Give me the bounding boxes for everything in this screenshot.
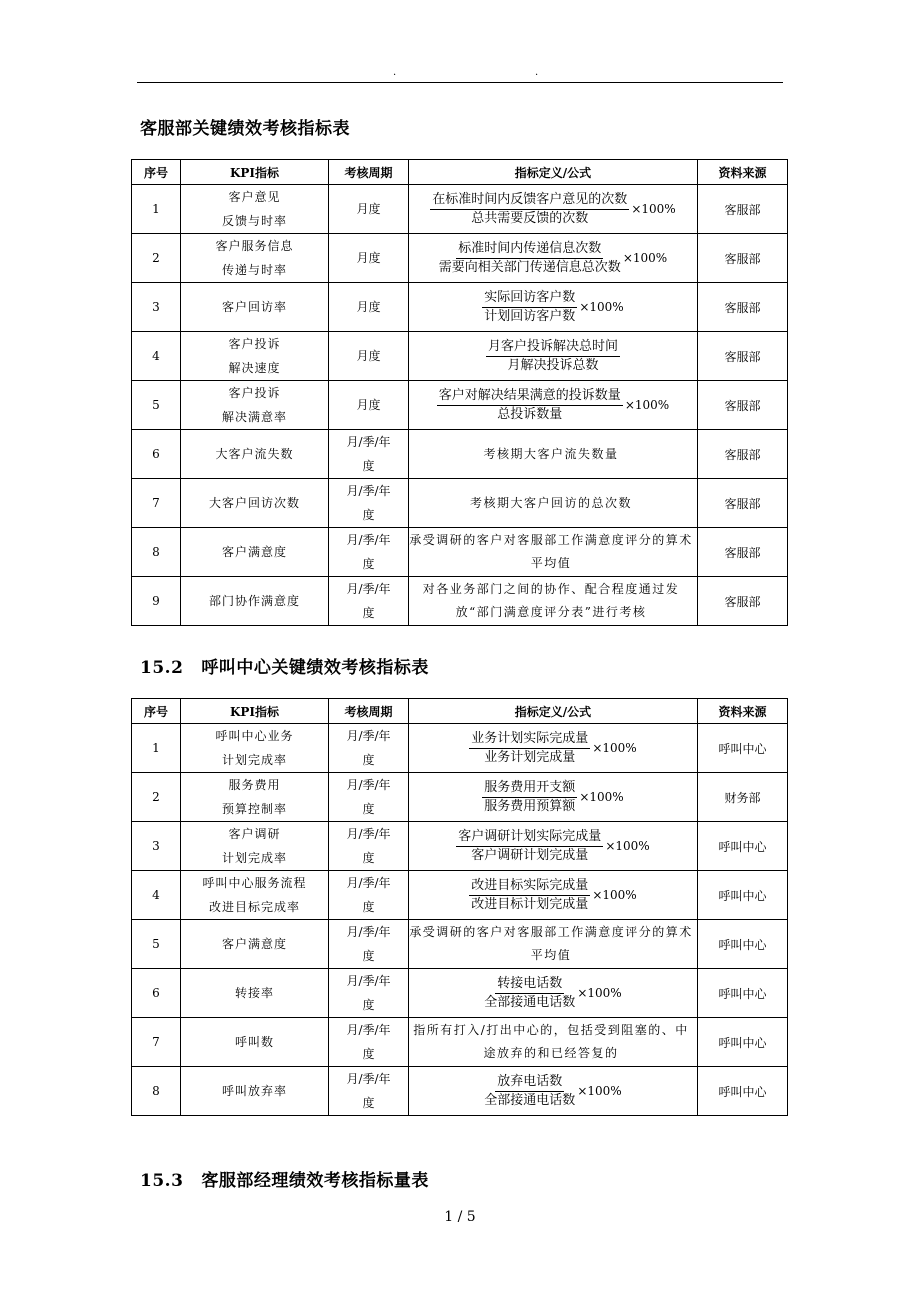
period-line: 月/季/年 bbox=[346, 925, 391, 939]
cell-kpi bbox=[181, 822, 329, 871]
period-line: 月/季/年 bbox=[346, 582, 391, 596]
cell-no: 1 bbox=[132, 724, 181, 773]
kpi-line: 客户调研 bbox=[228, 827, 281, 841]
formula bbox=[439, 241, 667, 276]
cell-no: 8 bbox=[132, 1067, 181, 1116]
cell-kpi bbox=[181, 234, 329, 283]
period-line: 度 bbox=[362, 851, 375, 865]
cell-definition bbox=[409, 1018, 698, 1067]
table-row bbox=[132, 773, 788, 822]
cell-period bbox=[329, 332, 409, 381]
cell-kpi bbox=[181, 332, 329, 381]
cell-definition bbox=[409, 528, 698, 577]
table-row bbox=[132, 381, 788, 430]
kpi-line: 客户满意度 bbox=[221, 545, 287, 559]
cell-period bbox=[329, 528, 409, 577]
period-line: 月度 bbox=[356, 251, 381, 265]
formula-multiplier: ×100% bbox=[579, 790, 624, 804]
fraction bbox=[482, 780, 577, 815]
cell-definition bbox=[409, 920, 698, 969]
fraction bbox=[430, 192, 629, 227]
kpi-line: 大客户回访次数 bbox=[208, 496, 300, 510]
cell-period bbox=[329, 185, 409, 234]
cell-period bbox=[329, 381, 409, 430]
col-header-source: 资料来源 bbox=[698, 699, 788, 724]
table-row bbox=[132, 528, 788, 577]
header-dot: . bbox=[535, 67, 539, 78]
formula-denominator: 需要向相关部门传递信息总次数 bbox=[438, 259, 621, 275]
kpi-line: 客户回访率 bbox=[221, 300, 287, 314]
table-row bbox=[132, 822, 788, 871]
formula-denominator: 客户调研计划完成量 bbox=[471, 847, 589, 863]
col-header-source: 资料来源 bbox=[698, 160, 788, 185]
kpi-line: 传递与时率 bbox=[221, 263, 287, 277]
fraction bbox=[437, 388, 623, 423]
table-row bbox=[132, 234, 788, 283]
period-line: 月/季/年 bbox=[346, 729, 391, 743]
fraction bbox=[456, 829, 603, 864]
cell-period bbox=[329, 283, 409, 332]
table-row bbox=[132, 479, 788, 528]
formula-numerator: 标准时间内传递信息次数 bbox=[456, 241, 603, 259]
formula-multiplier: ×100% bbox=[592, 888, 637, 902]
formula-denominator: 全部接通电话数 bbox=[484, 1092, 576, 1108]
period-line: 度 bbox=[362, 1096, 375, 1110]
section-number: 15.2 bbox=[140, 658, 184, 678]
cell-definition bbox=[409, 234, 698, 283]
formula-numerator: 放弃电话数 bbox=[495, 1074, 564, 1092]
col-header-definition: 指标定义/公式 bbox=[409, 160, 698, 185]
cell-source: 客服部 bbox=[698, 185, 788, 234]
col-header-no: 序号 bbox=[132, 699, 181, 724]
cell-source: 呼叫中心 bbox=[698, 871, 788, 920]
header-rule bbox=[137, 82, 783, 83]
definition-text: 对各业务部门之间的协作、配合程度通过发放“部门满意度评分表”进行考核 bbox=[422, 582, 680, 619]
formula-numerator: 实际回访客户数 bbox=[482, 290, 577, 308]
formula-denominator: 总投诉数量 bbox=[497, 406, 563, 422]
formula-denominator: 计划回访客户数 bbox=[484, 308, 576, 324]
cell-no: 7 bbox=[132, 479, 181, 528]
formula-multiplier: ×100% bbox=[622, 251, 668, 265]
kpi-line: 部门协作满意度 bbox=[208, 594, 300, 608]
cell-period bbox=[329, 920, 409, 969]
cell-no: 8 bbox=[132, 528, 181, 577]
kpi-line: 大客户流失数 bbox=[215, 447, 294, 461]
cell-definition bbox=[409, 969, 698, 1018]
definition-text: 指所有打入/打出中心的，包括受到阻塞的、中途放弃的和已经答复的 bbox=[413, 1023, 689, 1060]
cell-kpi bbox=[181, 920, 329, 969]
cell-period bbox=[329, 871, 409, 920]
cell-no: 1 bbox=[132, 185, 181, 234]
period-line: 月/季/年 bbox=[346, 484, 391, 498]
period-line: 度 bbox=[362, 949, 375, 963]
cell-no: 2 bbox=[132, 773, 181, 822]
cell-no: 6 bbox=[132, 969, 181, 1018]
formula-denominator: 全部接通电话数 bbox=[484, 994, 576, 1010]
formula bbox=[486, 339, 620, 374]
formula-denominator: 服务费用预算额 bbox=[484, 798, 576, 814]
formula bbox=[437, 388, 669, 423]
kpi-line: 客户服务信息 bbox=[215, 239, 294, 253]
cell-period bbox=[329, 822, 409, 871]
definition-text: 承受调研的客户对客服部工作满意度评分的算术平均值 bbox=[409, 533, 693, 570]
definition-text: 承受调研的客户对客服部工作满意度评分的算术平均值 bbox=[409, 925, 693, 962]
period-line: 度 bbox=[362, 753, 375, 767]
cell-source: 呼叫中心 bbox=[698, 1018, 788, 1067]
cell-source: 呼叫中心 bbox=[698, 1067, 788, 1116]
cell-source: 客服部 bbox=[698, 234, 788, 283]
period-line: 月/季/年 bbox=[346, 876, 391, 890]
cell-period bbox=[329, 1067, 409, 1116]
fraction bbox=[482, 290, 577, 325]
table-header-row bbox=[132, 699, 788, 724]
definition-text: 考核期大客户回访的总次数 bbox=[469, 495, 632, 510]
col-header-period: 考核周期 bbox=[329, 160, 409, 185]
cell-no: 5 bbox=[132, 920, 181, 969]
formula bbox=[469, 878, 636, 913]
period-line: 度 bbox=[362, 802, 375, 816]
cell-source: 呼叫中心 bbox=[698, 724, 788, 773]
cell-period bbox=[329, 577, 409, 626]
period-line: 度 bbox=[362, 459, 375, 473]
cell-no: 9 bbox=[132, 577, 181, 626]
formula bbox=[469, 731, 636, 766]
table-row bbox=[132, 332, 788, 381]
period-line: 月/季/年 bbox=[346, 1072, 391, 1086]
period-line: 月/季/年 bbox=[346, 1023, 391, 1037]
cell-definition bbox=[409, 724, 698, 773]
period-line: 度 bbox=[362, 557, 375, 571]
formula-multiplier: ×100% bbox=[577, 1084, 622, 1098]
kpi-line: 客户投诉 bbox=[228, 386, 281, 400]
cell-definition bbox=[409, 185, 698, 234]
definition-text: 考核期大客户流失数量 bbox=[483, 446, 619, 461]
cell-definition bbox=[409, 822, 698, 871]
kpi-table-customer-service bbox=[131, 159, 788, 626]
cell-kpi bbox=[181, 430, 329, 479]
kpi-line: 解决满意率 bbox=[221, 410, 287, 424]
cell-no: 3 bbox=[132, 283, 181, 332]
cell-source: 客服部 bbox=[698, 430, 788, 479]
section-title-customer-service bbox=[140, 114, 350, 139]
kpi-line: 服务费用 bbox=[228, 778, 281, 792]
section-title: 客服部经理绩效考核指标量表 bbox=[201, 1171, 429, 1191]
cell-source: 呼叫中心 bbox=[698, 969, 788, 1018]
cell-kpi bbox=[181, 283, 329, 332]
period-line: 度 bbox=[362, 1047, 375, 1061]
cell-source: 客服部 bbox=[698, 577, 788, 626]
section-title: 客服部关键绩效考核指标表 bbox=[140, 119, 350, 139]
period-line: 度 bbox=[362, 508, 375, 522]
kpi-line: 计划完成率 bbox=[221, 851, 287, 865]
formula-numerator: 月客户投诉解决总时间 bbox=[486, 339, 620, 357]
period-line: 度 bbox=[362, 998, 375, 1012]
cell-definition bbox=[409, 332, 698, 381]
formula-denominator: 月解决投诉总数 bbox=[507, 357, 599, 373]
cell-definition bbox=[409, 577, 698, 626]
formula-multiplier: ×100% bbox=[605, 839, 650, 853]
cell-definition bbox=[409, 381, 698, 430]
cell-no: 4 bbox=[132, 332, 181, 381]
table-header-row bbox=[132, 160, 788, 185]
period-line: 度 bbox=[362, 900, 375, 914]
formula-numerator: 服务费用开支额 bbox=[482, 780, 577, 798]
period-line: 月/季/年 bbox=[346, 827, 391, 841]
formula-numerator: 客户调研计划实际完成量 bbox=[456, 829, 603, 847]
cell-period bbox=[329, 773, 409, 822]
page-number: 1 / 5 bbox=[444, 1209, 476, 1225]
formula bbox=[430, 192, 675, 227]
cell-no: 4 bbox=[132, 871, 181, 920]
period-line: 月/季/年 bbox=[346, 435, 391, 449]
cell-kpi bbox=[181, 479, 329, 528]
cell-definition bbox=[409, 773, 698, 822]
kpi-line: 计划完成率 bbox=[221, 753, 287, 767]
fraction bbox=[469, 731, 590, 766]
col-header-period: 考核周期 bbox=[329, 699, 409, 724]
section-title-manager bbox=[140, 1166, 429, 1191]
period-line: 月度 bbox=[356, 300, 381, 314]
formula-numerator: 客户对解决结果满意的投诉数量 bbox=[437, 388, 623, 406]
cell-definition bbox=[409, 430, 698, 479]
formula-numerator: 在标准时间内反馈客户意见的次数 bbox=[430, 192, 629, 210]
cell-period bbox=[329, 969, 409, 1018]
formula bbox=[484, 976, 621, 1011]
fraction bbox=[486, 339, 620, 374]
col-header-no: 序号 bbox=[132, 160, 181, 185]
period-line: 月度 bbox=[356, 398, 381, 412]
formula-denominator: 总共需要反馈的次数 bbox=[471, 210, 589, 226]
kpi-line: 呼叫放弃率 bbox=[221, 1084, 287, 1098]
formula bbox=[456, 829, 649, 864]
kpi-line: 呼叫中心服务流程 bbox=[202, 876, 307, 890]
kpi-table-call-center bbox=[131, 698, 788, 1116]
cell-definition bbox=[409, 1067, 698, 1116]
cell-period bbox=[329, 479, 409, 528]
cell-period bbox=[329, 430, 409, 479]
kpi-line: 客户满意度 bbox=[221, 937, 287, 951]
kpi-line: 客户投诉 bbox=[228, 337, 281, 351]
cell-definition bbox=[409, 283, 698, 332]
period-line: 月/季/年 bbox=[346, 533, 391, 547]
section-title-call-center bbox=[140, 653, 429, 678]
cell-source: 财务部 bbox=[698, 773, 788, 822]
kpi-line: 改进目标完成率 bbox=[208, 900, 300, 914]
table-row bbox=[132, 430, 788, 479]
col-header-kpi: KPI指标 bbox=[181, 160, 329, 185]
col-header-definition: 指标定义/公式 bbox=[409, 699, 698, 724]
cell-kpi bbox=[181, 724, 329, 773]
cell-source: 客服部 bbox=[698, 381, 788, 430]
table-row bbox=[132, 969, 788, 1018]
kpi-line: 客户意见 bbox=[228, 190, 281, 204]
formula-denominator: 业务计划完成量 bbox=[484, 749, 576, 765]
formula bbox=[482, 780, 623, 815]
table-row bbox=[132, 871, 788, 920]
fraction bbox=[469, 878, 590, 913]
section-number: 15.3 bbox=[140, 1171, 184, 1191]
cell-kpi bbox=[181, 773, 329, 822]
period-line: 月/季/年 bbox=[346, 974, 391, 988]
table-row bbox=[132, 577, 788, 626]
cell-definition bbox=[409, 479, 698, 528]
cell-source: 客服部 bbox=[698, 528, 788, 577]
cell-period bbox=[329, 234, 409, 283]
cell-source: 客服部 bbox=[698, 479, 788, 528]
header-dot: . bbox=[393, 67, 397, 78]
cell-kpi bbox=[181, 185, 329, 234]
cell-kpi bbox=[181, 381, 329, 430]
formula-denominator: 改进目标计划完成量 bbox=[471, 896, 589, 912]
cell-period bbox=[329, 724, 409, 773]
cell-source: 呼叫中心 bbox=[698, 822, 788, 871]
table-row bbox=[132, 1018, 788, 1067]
formula-multiplier: ×100% bbox=[624, 398, 670, 412]
formula-multiplier: ×100% bbox=[631, 202, 676, 216]
formula bbox=[484, 1074, 621, 1109]
cell-period bbox=[329, 1018, 409, 1067]
cell-source: 客服部 bbox=[698, 332, 788, 381]
period-line: 月度 bbox=[356, 349, 381, 363]
kpi-line: 呼叫中心业务 bbox=[215, 729, 294, 743]
formula bbox=[482, 290, 623, 325]
cell-no: 6 bbox=[132, 430, 181, 479]
cell-kpi bbox=[181, 969, 329, 1018]
table-row bbox=[132, 724, 788, 773]
cell-no: 2 bbox=[132, 234, 181, 283]
fraction bbox=[439, 241, 621, 276]
cell-no: 5 bbox=[132, 381, 181, 430]
formula-numerator: 转接电话数 bbox=[495, 976, 564, 994]
cell-kpi bbox=[181, 871, 329, 920]
period-line: 度 bbox=[362, 606, 375, 620]
col-header-kpi: KPI指标 bbox=[181, 699, 329, 724]
formula-multiplier: ×100% bbox=[577, 986, 622, 1000]
cell-no: 7 bbox=[132, 1018, 181, 1067]
kpi-line: 预算控制率 bbox=[221, 802, 287, 816]
formula-multiplier: ×100% bbox=[592, 741, 637, 755]
table-row bbox=[132, 1067, 788, 1116]
cell-kpi bbox=[181, 577, 329, 626]
period-line: 月/季/年 bbox=[346, 778, 391, 792]
table-row bbox=[132, 283, 788, 332]
period-line: 月度 bbox=[356, 202, 381, 216]
cell-kpi bbox=[181, 1018, 329, 1067]
table-row bbox=[132, 920, 788, 969]
kpi-line: 呼叫数 bbox=[234, 1035, 274, 1049]
kpi-line: 反馈与时率 bbox=[221, 214, 287, 228]
cell-kpi bbox=[181, 1067, 329, 1116]
table-row bbox=[132, 185, 788, 234]
section-title: 呼叫中心关键绩效考核指标表 bbox=[201, 658, 429, 678]
formula-multiplier: ×100% bbox=[579, 300, 624, 314]
kpi-line: 转接率 bbox=[234, 986, 274, 1000]
cell-source: 客服部 bbox=[698, 283, 788, 332]
kpi-line: 解决速度 bbox=[228, 361, 281, 375]
formula-numerator: 改进目标实际完成量 bbox=[469, 878, 590, 896]
cell-no: 3 bbox=[132, 822, 181, 871]
cell-source: 呼叫中心 bbox=[698, 920, 788, 969]
cell-kpi bbox=[181, 528, 329, 577]
cell-definition bbox=[409, 871, 698, 920]
fraction bbox=[484, 1074, 575, 1109]
formula-numerator: 业务计划实际完成量 bbox=[469, 731, 590, 749]
fraction bbox=[484, 976, 575, 1011]
